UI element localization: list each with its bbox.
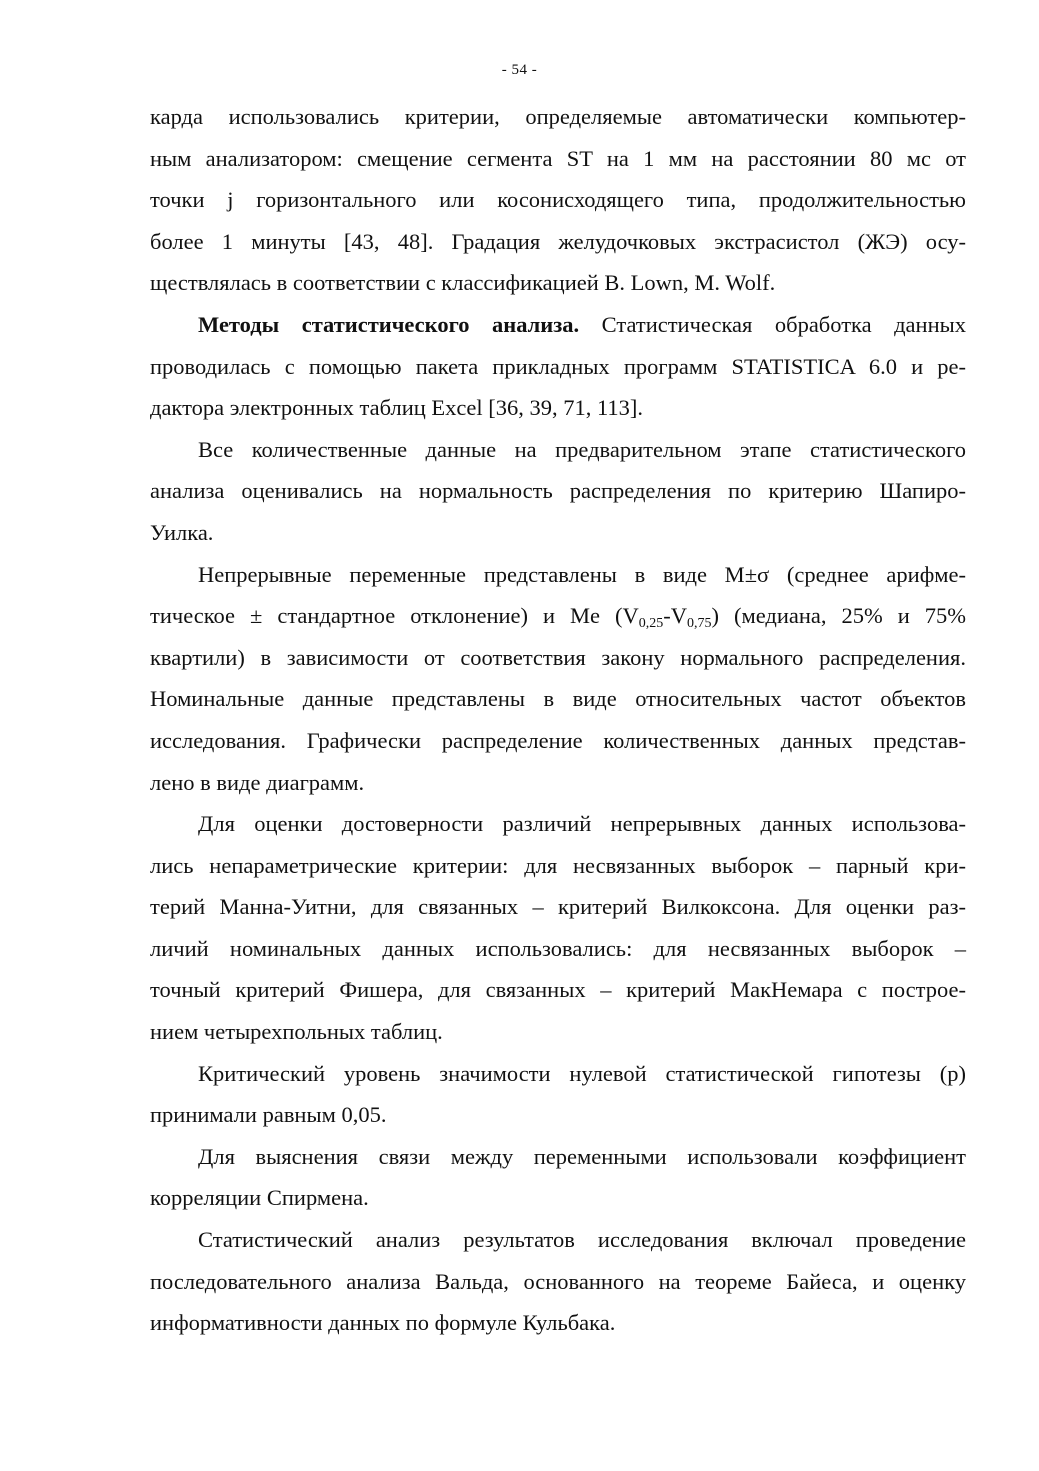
text-line: лено в виде диаграмм. — [150, 769, 365, 795]
text-line: точки j горизонтального или косонисходящего типа, продолжительностью — [150, 187, 966, 213]
text-fragment: тическое ± стандартное отклонение) и Me (V — [150, 603, 639, 629]
subscript: 0,25 — [638, 616, 664, 632]
text-line: более 1 минуты [43, 48]. Градация желудочковых экстрасистол (ЖЭ) осу- — [150, 228, 966, 254]
page-number: - 54 - — [501, 62, 538, 78]
text-line: Все количественные данные на предварительном этапе статистического — [198, 436, 966, 462]
text-line: Критический уровень значимости нулевой статистической гипотезы (р) — [198, 1060, 966, 1086]
text-line: проводилась с помощью пакета прикладных программ STATISTICA 6.0 и ре- — [150, 353, 966, 379]
text-line: личий номинальных данных использовались: для несвязанных выборок – — [150, 935, 966, 961]
text-line: квартили) в зависимости от соответствия закону нормального распределения. — [150, 644, 966, 670]
paragraph-statistical-methods — [150, 304, 966, 429]
text-fragment: ) (медиана, 25% и 75% — [711, 603, 966, 629]
text-line: Статистический анализ результатов исследования включал проведение — [198, 1227, 966, 1253]
text-line — [150, 595, 966, 637]
paragraph-normality-test — [150, 429, 966, 554]
paragraph-wald-analysis — [150, 1219, 966, 1344]
text-line: исследования. Графически распределение количественных данных представ- — [150, 727, 966, 753]
text-line: Непрерывные переменные представлены в виде M±σ (среднее арифме- — [198, 561, 966, 587]
text-line: точный критерий Фишера, для связанных – критерий МакНемара с построе- — [150, 977, 966, 1003]
paragraph-significance-level — [150, 1053, 966, 1136]
text-line: терий Манна-Уитни, для связанных – критерий Вилкоксона. Для оценки раз- — [150, 894, 966, 920]
text-line: Для оценки достоверности различий непрерывных данных использова- — [198, 811, 966, 837]
paragraph-ecg-criteria — [150, 96, 966, 304]
paragraph-correlation — [150, 1136, 966, 1219]
subscript: 0,75 — [686, 616, 712, 632]
text-fragment: -V — [663, 603, 687, 629]
paragraph-variable-presentation — [150, 554, 966, 804]
text-line: ществлялась в соответствии с классификацией B. Lown, M. Wolf. — [150, 270, 776, 296]
text-line — [150, 304, 966, 346]
text-line: ным анализатором: смещение сегмента ST на 1 мм на расстоянии 80 мс от — [150, 145, 966, 171]
text-line: последовательного анализа Вальда, основанного на теореме Байеса, и оценку — [150, 1268, 966, 1294]
text-fragment: Статистическая обработка данных — [579, 311, 966, 337]
text-line: анализа оценивались на нормальность распределения по критерию Шапиро- — [150, 478, 966, 504]
text-body — [150, 96, 966, 1344]
section-heading: Методы статистического анализа. — [198, 311, 580, 337]
text-line: карда использовались критерии, определяемые автоматически компьютер- — [150, 104, 966, 129]
text-line: информативности данных по формуле Кульбака. — [150, 1310, 616, 1336]
text-line: лись непараметрические критерии: для несвязанных выборок – парный кри- — [150, 852, 966, 878]
text-line: Для выяснения связи между переменными использовали коэффициент — [198, 1143, 966, 1169]
text-line: корреляции Спирмена. — [150, 1185, 369, 1211]
text-line: нием четырехпольных таблиц. — [150, 1019, 443, 1045]
text-line: дактора электронных таблиц Excel [36, 39, 71, 113]. — [150, 395, 644, 421]
paragraph-nonparametric-tests — [150, 803, 966, 1053]
text-line: принимали равным 0,05. — [150, 1102, 387, 1128]
text-line: Уилка. — [150, 519, 214, 545]
text-line: Номинальные данные представлены в виде относительных частот объектов — [150, 686, 966, 712]
